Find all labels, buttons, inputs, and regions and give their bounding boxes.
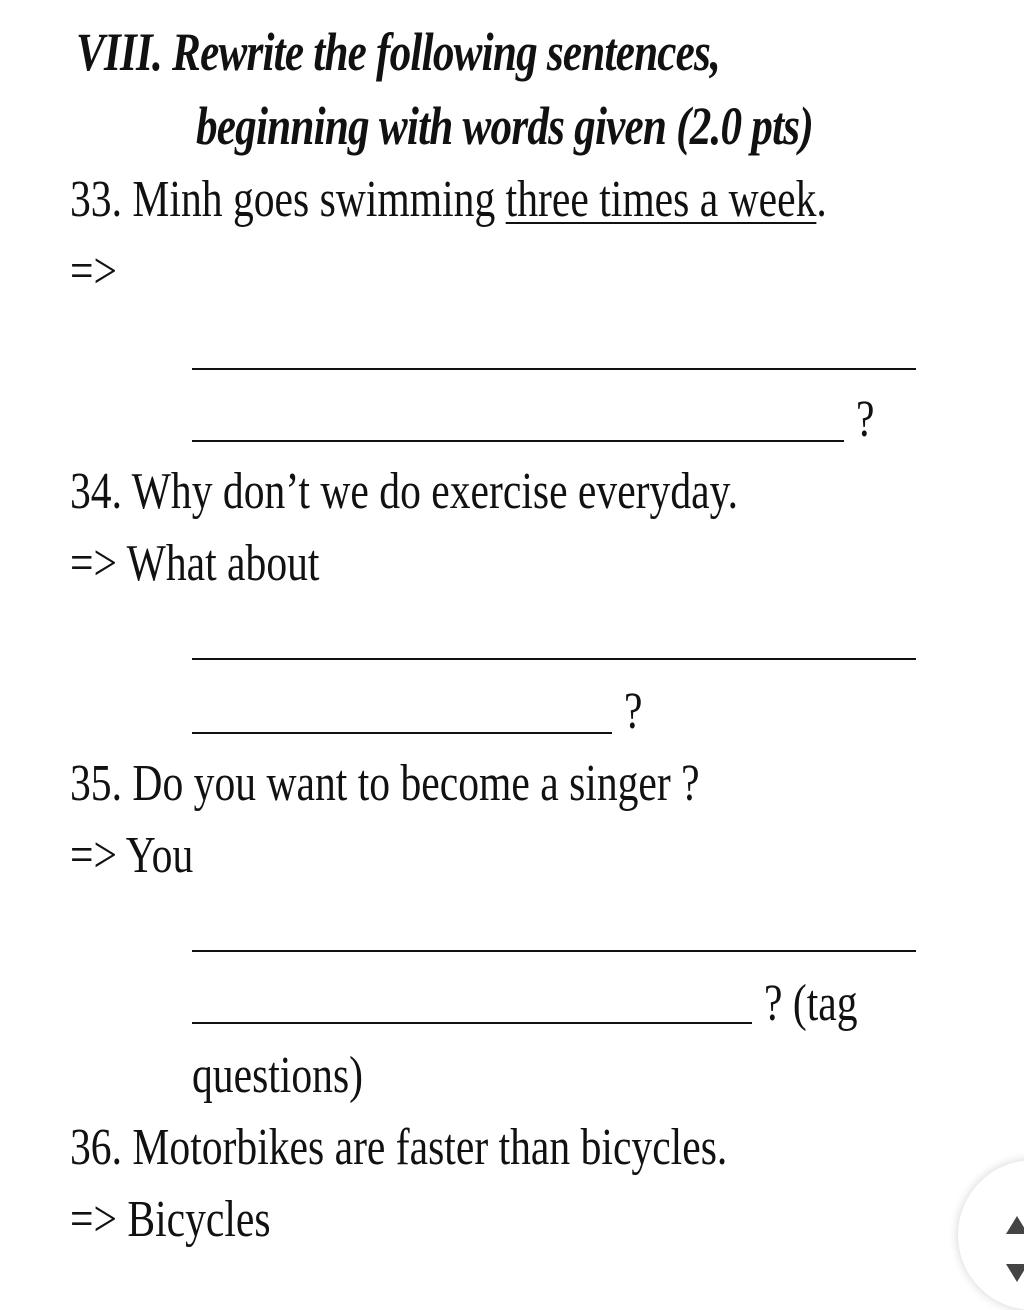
question-35-answer-line-2 [192, 1022, 752, 1024]
arrow-down-icon [1006, 1264, 1024, 1282]
question-34-number: 34. [70, 463, 122, 520]
question-34-answer-line-1 [192, 658, 916, 660]
arrow-up-icon [1006, 1216, 1024, 1234]
scroll-control-button[interactable] [958, 1160, 1024, 1310]
question-33 [70, 170, 827, 230]
question-35-number: 35. [70, 755, 122, 812]
question-36-number: 36. [70, 1119, 122, 1176]
question-33-answer-line-2 [192, 440, 844, 442]
question-35-note: questions) [192, 1047, 364, 1104]
question-33-answer-line-1 [192, 368, 916, 370]
question-34-prompt: => What about [70, 535, 320, 592]
question-35-end-mark: ? (tag [764, 975, 858, 1032]
question-34-end-mark: ? [624, 683, 643, 740]
question-34-answer-line-2 [192, 732, 612, 734]
question-34-sentence: Why don’t we do exercise everyday. [131, 463, 739, 520]
question-33-sentence: Minh goes swimming [132, 171, 496, 228]
question-36-prompt: => Bicycles [70, 1191, 271, 1248]
question-35-prompt: => You [70, 827, 194, 884]
question-33-prompt: => [70, 243, 117, 300]
question-36 [70, 1118, 727, 1178]
question-36-sentence: Motorbikes are faster than bicycles. [132, 1119, 728, 1176]
question-34 [70, 462, 738, 522]
question-35 [70, 754, 700, 814]
question-33-underlined-phrase: three times a week [505, 171, 817, 228]
section-title-line1: VIII. Rewrite the following sentences, [76, 22, 721, 82]
question-33-end-mark: ? [856, 391, 875, 448]
question-35-sentence: Do you want to become a singer ? [132, 755, 700, 812]
question-33-period: . [816, 171, 827, 228]
question-35-answer-line-1 [192, 950, 916, 952]
question-33-number: 33. [70, 171, 122, 228]
section-title-line2: beginning with words given (2.0 pts) [196, 96, 813, 156]
